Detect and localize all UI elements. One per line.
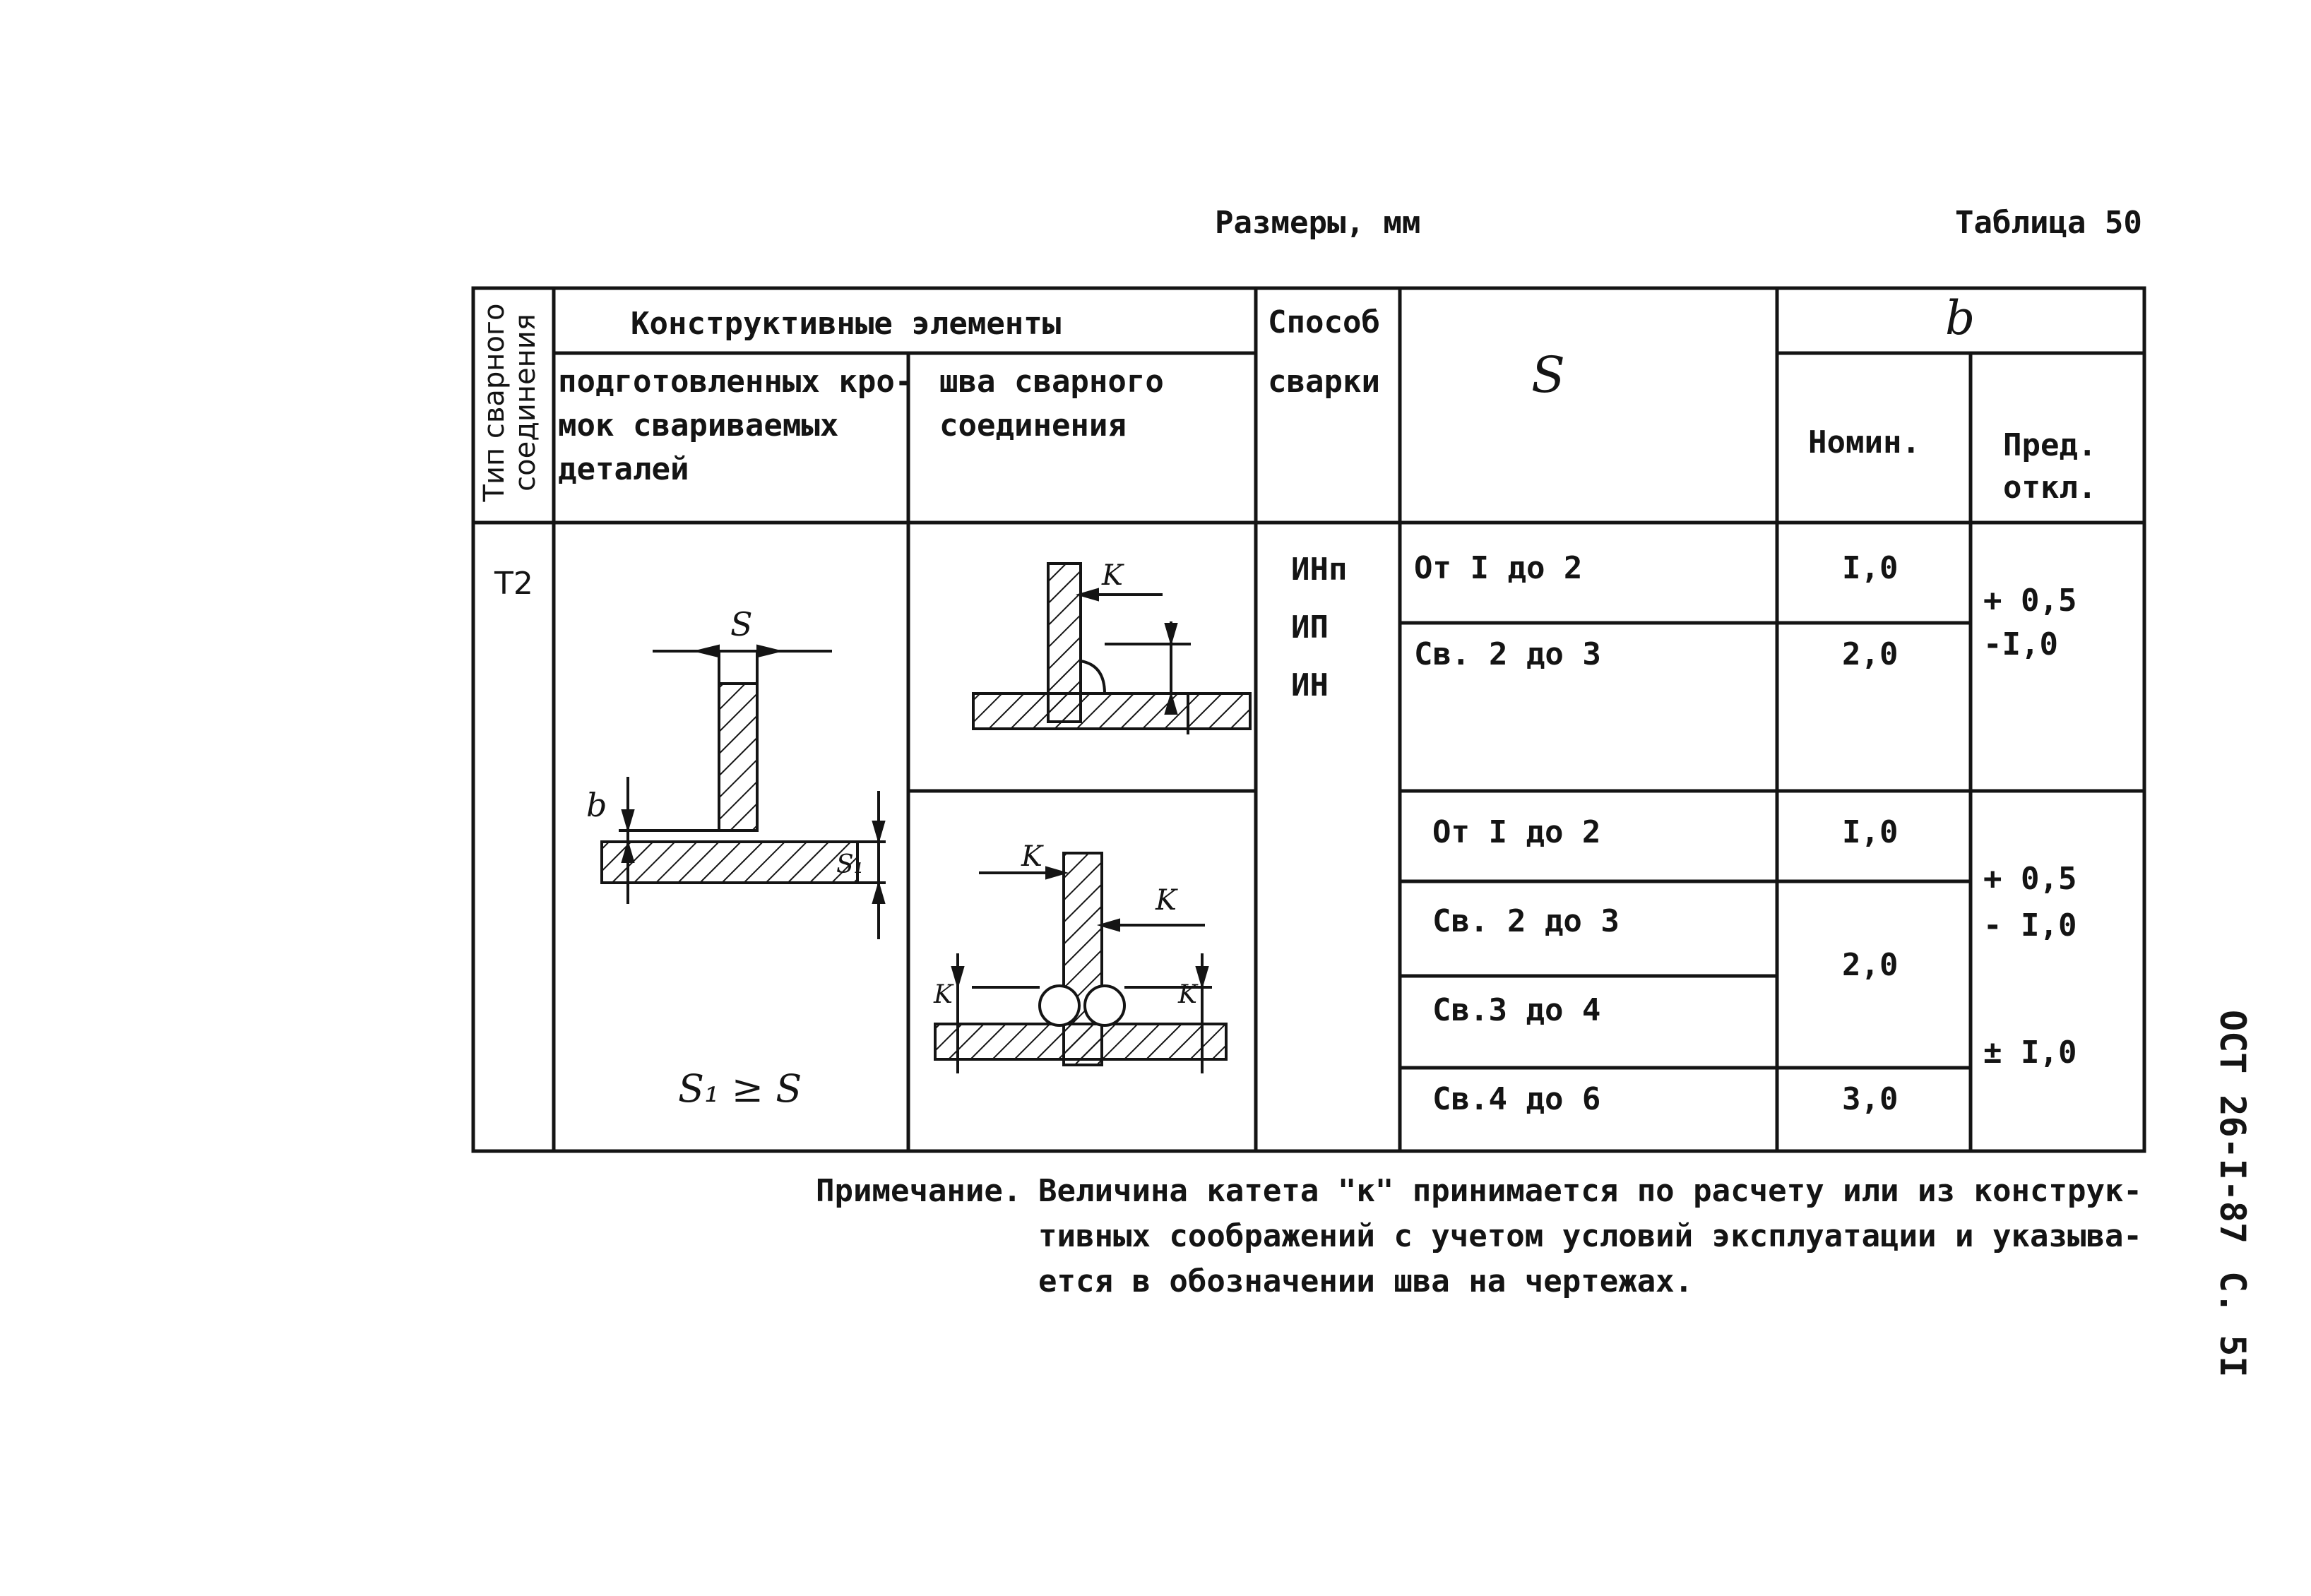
header-weld-seam-2: соединения [939, 407, 1127, 443]
label-k-double-left: K [934, 980, 953, 1009]
upper-row-2-nom: 2,0 [1842, 636, 1899, 672]
header-weld-type-line1: Тип сварного [478, 303, 511, 502]
label-k-double-top: K [1021, 840, 1042, 873]
header-nominal: Номин. [1808, 424, 1920, 460]
header-weld-seam-1: шва сварного [939, 364, 1164, 400]
header-prepared-edges-2: мок свариваемых [558, 407, 839, 443]
label-k-double-right: K [1156, 884, 1177, 917]
lower-row-4-nom: 3,0 [1842, 1081, 1899, 1117]
label-b: b [586, 786, 607, 824]
lower-row-3-s: Св.3 до 4 [1432, 992, 1601, 1028]
note-line-1: Величина катета "к" принимается по расчету или из конструк- [1038, 1173, 2142, 1209]
table-number: Таблица 50 [1955, 205, 2142, 241]
upper-dev-plus: + 0,5 [1983, 583, 2077, 619]
lower-row-1-nom: I,0 [1842, 814, 1899, 850]
condition-s1-ge-s: S₁ ≥ S [678, 1066, 802, 1111]
method-2: ИП [1291, 609, 1329, 645]
joint-type: Т2 [494, 566, 533, 602]
note-line-2: тивных соображений с учетом условий эксплуатации и указыва- [1038, 1218, 2142, 1254]
lower-row-2-s: Св. 2 до 3 [1432, 903, 1620, 939]
lower-dev-minus: - I,0 [1983, 907, 2077, 943]
header-deviation-2: откл. [2003, 470, 2097, 506]
drawing-prepared-edges [554, 523, 908, 1151]
method-3: ИН [1291, 667, 1329, 703]
header-method-1: Способ [1268, 304, 1380, 340]
header-method-2: сварки [1268, 364, 1380, 400]
lower-dev-plusminus: ± I,0 [1983, 1035, 2077, 1071]
header-structural-elements: Конструктивные элементы [631, 306, 1062, 342]
label-s1: S₁ [836, 850, 865, 879]
drawing-weld-single [908, 523, 1256, 791]
upper-row-1-s: От I до 2 [1414, 550, 1583, 586]
sizes-caption: Размеры, мм [1215, 205, 1421, 241]
note-label: Примечание. [816, 1173, 1022, 1209]
header-deviation-1: Пред. [2003, 427, 2097, 463]
drawing-weld-double [908, 791, 1256, 1151]
lower-nom-merged: 2,0 [1842, 947, 1899, 983]
page-number: С. 5I [2212, 1271, 2253, 1378]
lower-dev-plus: + 0,5 [1983, 861, 2077, 897]
method-1: ИНп [1291, 552, 1348, 588]
label-k-double-right-2: K [1178, 980, 1197, 1009]
upper-row-1-nom: I,0 [1842, 550, 1899, 586]
header-prepared-edges-3: деталей [558, 451, 689, 487]
label-k-single: K [1102, 559, 1123, 592]
lower-row-1-s: От I до 2 [1432, 814, 1601, 850]
header-b: b [1945, 291, 1976, 345]
header-thickness-s: S [1531, 346, 1565, 404]
lower-row-4-s: Св.4 до 6 [1432, 1081, 1601, 1117]
header-weld-type-line2: соединения [509, 314, 542, 492]
upper-row-2-s: Св. 2 до 3 [1414, 636, 1601, 672]
header-weld-type [479, 290, 541, 516]
label-s: S [730, 605, 753, 643]
standard-code: ОСТ 26-I-87 [2212, 1010, 2253, 1244]
upper-dev-minus: -I,0 [1983, 626, 2058, 662]
header-prepared-edges-1: подготовленных кро- [558, 364, 914, 400]
note-line-3: ется в обозначении шва на чертежах. [1038, 1263, 1694, 1299]
